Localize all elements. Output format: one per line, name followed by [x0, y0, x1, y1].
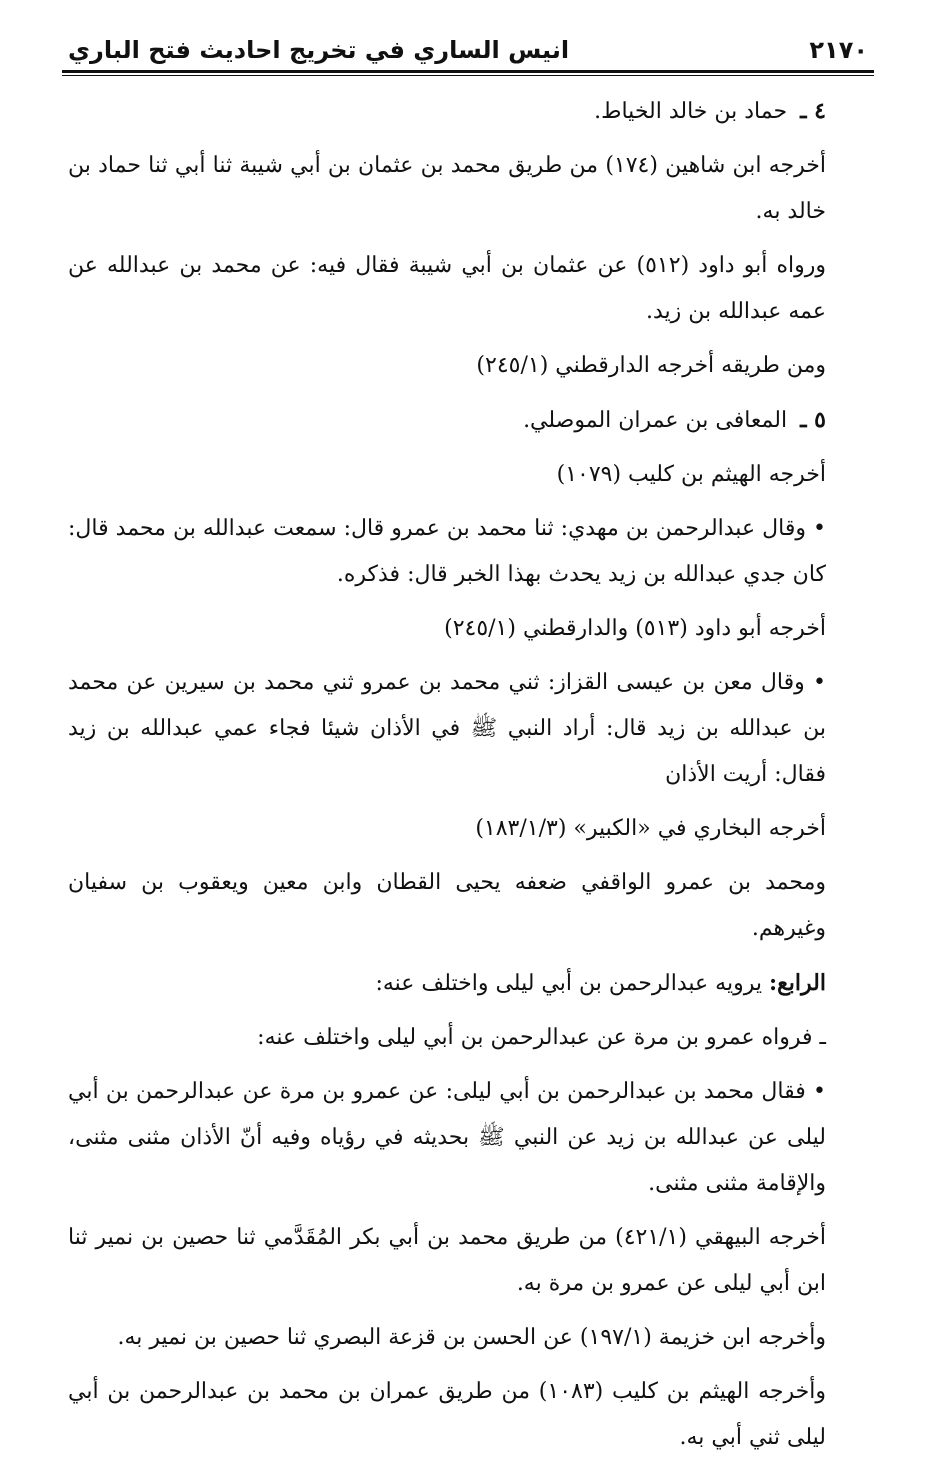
paragraph-7: • وقال عبدالرحمن بن مهدي: ثنا محمد بن عمرو قال: سمعت عبدالله بن محمد قال: كان جدي عبدالله بن زيد يحدث بهذا الخبر قال: فذكره.	[68, 516, 826, 587]
section-lead: الرابع:	[768, 970, 826, 996]
paragraph-10: أخرجه البخاري في «الكبير» (١٨٣/١/٣)	[475, 816, 826, 841]
paragraph-14: • فقال محمد بن عبدالرحمن بن أبي ليلى: عن عمرو بن مرة عن عبدالرحمن بن أبي ليلى عن عبدالله بن زيد عن النبي ﷺ بحديثه في رؤياه وفيه أنّ الأذان مثنى مثنى، والإقامة مثنى مثنى.	[68, 1079, 826, 1196]
page-header	[68, 28, 868, 64]
paragraph-11: ومحمد بن عمرو الواقفي ضعفه يحيى القطان وابن معين ويعقوب بن سفيان وغيرهم.	[68, 870, 826, 941]
header-rule-thin	[62, 75, 874, 76]
item-number: ٤ ـ	[800, 98, 826, 124]
paragraph-17: وأخرجه الهيثم بن كليب (١٠٨٣) من طريق عمران بن محمد بن عبدالرحمن بن أبي ليلى ثني أبي به.	[68, 1379, 826, 1450]
paragraph-12	[68, 960, 866, 1007]
paragraph-3: ورواه أبو داود (٥١٢) عن عثمان بن أبي شيبة فقال فيه: عن محمد بن عبدالله عن عمه عبدالله بن زيد.	[68, 253, 826, 324]
paragraph-text: يرويه عبدالرحمن بن أبي ليلى واختلف عنه:	[375, 971, 762, 996]
paragraph-1	[68, 88, 866, 135]
paragraph-text: المعافى بن عمران الموصلي.	[523, 408, 788, 433]
paragraph-5	[68, 397, 866, 444]
paragraph-2: أخرجه ابن شاهين (١٧٤) من طريق محمد بن عثمان بن أبي شيبة ثنا أبي ثنا حماد بن خالد به.	[68, 153, 826, 224]
body-text	[68, 88, 866, 1469]
page-number: ٢١٧٠	[809, 36, 868, 64]
paragraph-8: أخرجه أبو داود (٥١٣) والدارقطني (٢٤٥/١)	[444, 616, 826, 641]
paragraph-15: أخرجه البيهقي (٤٢١/١) من طريق محمد بن أبي بكر المُقَدَّمي ثنا حصين بن نمير ثنا ابن أبي ليلى عن عمرو بن مرة به.	[68, 1225, 826, 1296]
running-title: انيس الساري في تخريج احاديث فتح الباري	[68, 36, 570, 64]
paragraph-text: حماد بن خالد الخياط.	[594, 99, 788, 124]
paragraph-6: أخرجه الهيثم بن كليب (١٠٧٩)	[556, 462, 826, 487]
paragraph-13: ـ فرواه عمرو بن مرة عن عبدالرحمن بن أبي ليلى واختلف عنه:	[257, 1025, 826, 1050]
item-number: ٥ ـ	[800, 407, 826, 433]
paragraph-9: • وقال معن بن عيسى القزاز: ثني محمد بن عمرو ثني محمد بن سيرين عن محمد بن عبدالله بن زيد قال: أراد النبي ﷺ في الأذان شيئا فجاء عمي عبدالله بن زيد فقال: أريت الأذان	[68, 670, 826, 787]
paragraph-4: ومن طريقه أخرجه الدارقطني (٢٤٥/١)	[476, 353, 826, 378]
paragraph-16: وأخرجه ابن خزيمة (١٩٧/١) عن الحسن بن قزعة البصري ثنا حصين بن نمير به.	[117, 1325, 826, 1350]
header-rule	[62, 70, 874, 73]
